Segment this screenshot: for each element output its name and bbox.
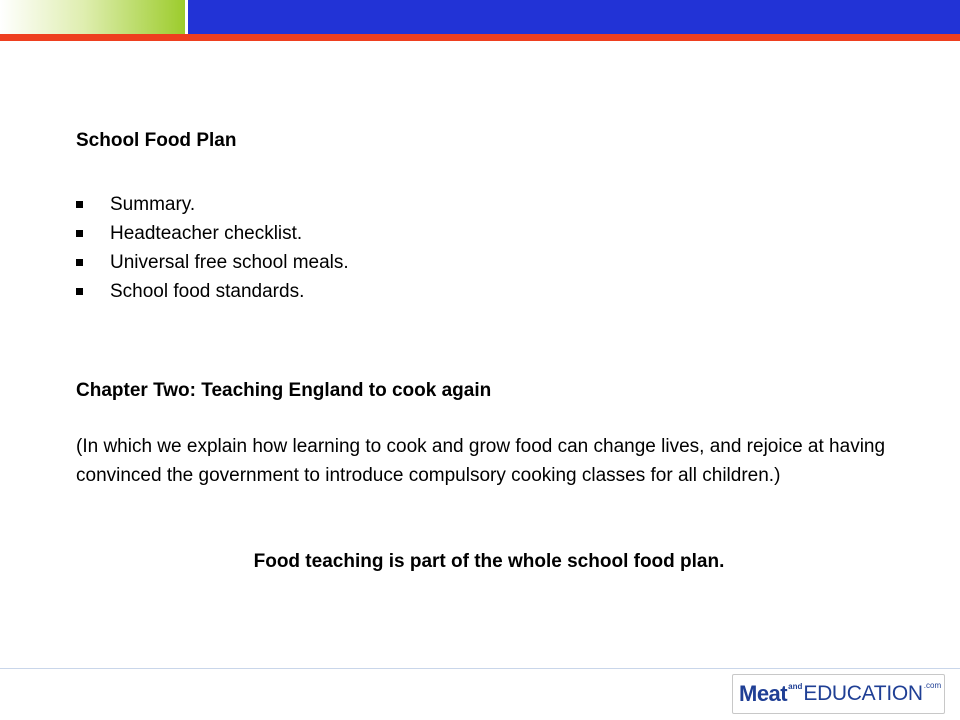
header-red-stripe: [0, 34, 960, 41]
logo-and-text: and: [788, 681, 803, 691]
meat-and-education-logo: [732, 674, 945, 714]
emphasis-statement: Food teaching is part of the whole school food plan.: [253, 551, 725, 572]
header-blue-bar: [188, 0, 960, 34]
logo-meat-text: Meat: [739, 681, 788, 706]
bullet-text: Headteacher checklist.: [110, 223, 303, 244]
header-gradient-bar: [0, 0, 185, 34]
square-bullet-icon: [76, 259, 83, 266]
bullet-list: [76, 190, 349, 306]
square-bullet-icon: [76, 201, 83, 208]
chapter-description: (In which we explain how learning to cook and grow food can change lives, and rejoice at having convinced the government to introduce compulsory cooking classes for all children.): [76, 436, 886, 486]
bullet-text: School food standards.: [110, 281, 305, 302]
bullet-item: [76, 248, 349, 277]
chapter-title: Chapter Two: Teaching England to cook again: [76, 380, 492, 401]
footer-divider: [0, 668, 960, 669]
square-bullet-icon: [76, 288, 83, 295]
square-bullet-icon: [76, 230, 83, 237]
bullet-text: Summary.: [110, 194, 196, 215]
bullet-text: Universal free school meals.: [110, 252, 349, 273]
section-title: School Food Plan: [76, 130, 237, 151]
logo-education-text: EDUCATION: [803, 682, 923, 705]
logo-com-text: .com: [923, 680, 942, 690]
bullet-item: [76, 190, 349, 219]
bullet-item: [76, 277, 349, 306]
bullet-item: [76, 219, 349, 248]
